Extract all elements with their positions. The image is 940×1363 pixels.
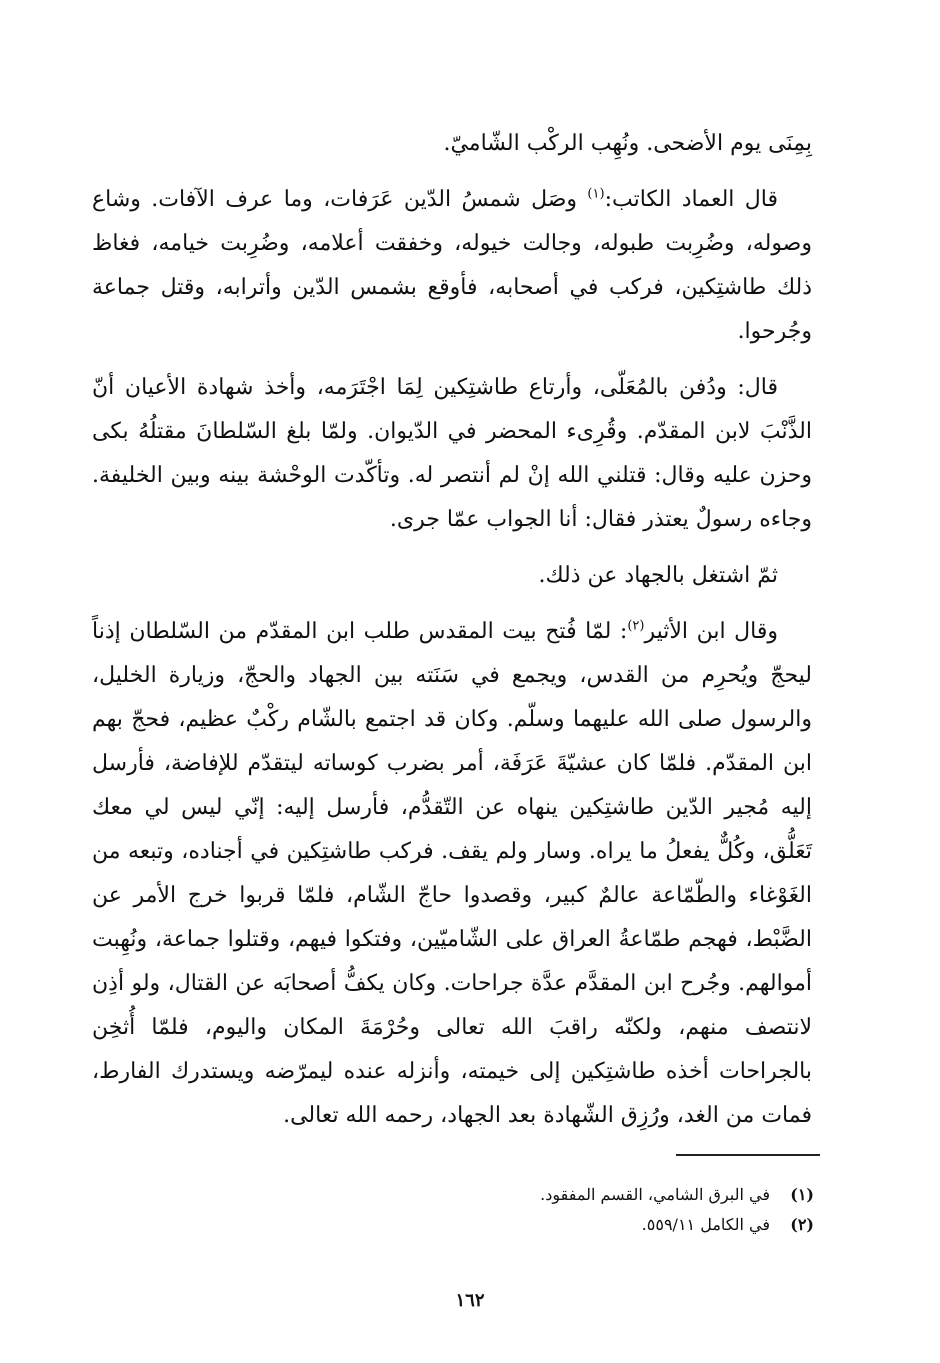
footnote-separator bbox=[676, 1154, 820, 1156]
paragraph-2-text-after: وصَل شمسُ الدّين عَرَفات، وما عرف الآفات. وشاع وصوله، وضُرِبت طبوله، وجالت خيوله، وخفقت أعلامه، وضُرِبت خيامه، فغاظ ذلك طاشتِكين، فركب في أصحابه، فأوقع بشمس الدّين وأترابه، وقتل جماعة وجُرحوا. bbox=[92, 187, 812, 344]
paragraph-4 bbox=[92, 554, 812, 598]
footnote-2-number: (٢) bbox=[790, 1215, 814, 1234]
paragraph-5-text-after: : لمّا فُتح بيت المقدس طلب ابن المقدّم من السّلطان إذناً ليحجّ ويُحرِم من القدس، ويجمع في سَنَته بين الجهاد والحجّ، وزيارة الخليل، والرسول صلى الله عليهما وسلّم. وكان قد اجتمع بالشّام ركْبٌ عظيم، فحجّ بهم ابن المقدّم. فلمّا كان عشيّةَ عَرَفَة، أمر بضرب كوساته ليتقدّم للإفاضة، فأرسل إليه مُجير الدّين طاشتِكين ينهاه عن التّقدُّم، فأرسل إليه: إنّي ليس لي معك تَعَلُّق، وكُلٌّ يفعلُ ما يراه. وسار ولم يقف. فركب طاشتِكين في أجناده، وتبعه من الغَوْغاء والطّمّاعة عالمٌ كبير، وقصدوا حاجّ الشّام، فلمّا قربوا خرج الأمر عن الضَّبْط، فهجم طمّاعةُ العراق على الشّاميّين، وفتكوا فيهم، وقتلوا جماعة، ونُهِبت أموالهم. وجُرح ابن المقدَّم عدَّة جراحات. وكان يكفُّ أصحابَه عن القتال، ولو أذِن لانتصف منهم، ولكنّه راقبَ الله تعالى وحُرْمَةَ المكان واليوم، فلمّا أُثخِن بالجراحات أخذه طاشتِكين إلى خيمته، وأنزله عنده ليمرّضه ويستدرك الفارط، فمات من الغد، ورُزِق الشّهادة بعد الجهاد، رحمه الله تعالى. bbox=[92, 619, 812, 1128]
footnote-1 bbox=[300, 1180, 814, 1210]
paragraph-1 bbox=[92, 122, 812, 166]
paragraph-2 bbox=[92, 178, 812, 354]
footnote-ref-2: (٢) bbox=[627, 618, 645, 634]
footnotes bbox=[300, 1180, 814, 1240]
paragraph-2-text: قال العماد الكاتب: bbox=[604, 187, 778, 212]
paragraph-4-text: ثمّ اشتغل بالجهاد عن ذلك. bbox=[538, 563, 778, 588]
main-text bbox=[92, 122, 812, 1150]
footnote-ref-1: (١) bbox=[587, 186, 605, 202]
paragraph-1-text: بِمِنَى يوم الأضحى. ونُهِب الركْب الشّاميّ. bbox=[443, 131, 812, 156]
footnote-2 bbox=[300, 1210, 814, 1240]
paragraph-3 bbox=[92, 366, 812, 542]
paragraph-5-text: وقال ابن الأثير bbox=[644, 619, 778, 644]
footnote-2-text: في الكامل ٥٥٩/١١. bbox=[641, 1215, 770, 1234]
footnote-1-text: في البرق الشامي، القسم المفقود. bbox=[540, 1185, 770, 1204]
paragraph-5 bbox=[92, 610, 812, 1138]
page-number: ١٦٢ bbox=[455, 1290, 485, 1311]
footnote-1-number: (١) bbox=[790, 1185, 814, 1204]
paragraph-3-text: قال: ودُفن بالمُعَلّى، وأرتاع طاشتِكين لِمَا اجْتَرَمه، وأخذ شهادة الأعيان أنّ الذَّنْبَ لابن المقدّم. وقُرِىء المحضر في الدّيوان. ولمّا بلغ السّلطانَ مقتلُهُ بكى وحزن عليه وقال: قتلني الله إنْ لم أنتصر له. وتأكّدت الوحْشة بينه وبين الخليفة. وجاءه رسولٌ يعتذر فقال: أنا الجواب عمّا جرى. bbox=[92, 375, 812, 532]
